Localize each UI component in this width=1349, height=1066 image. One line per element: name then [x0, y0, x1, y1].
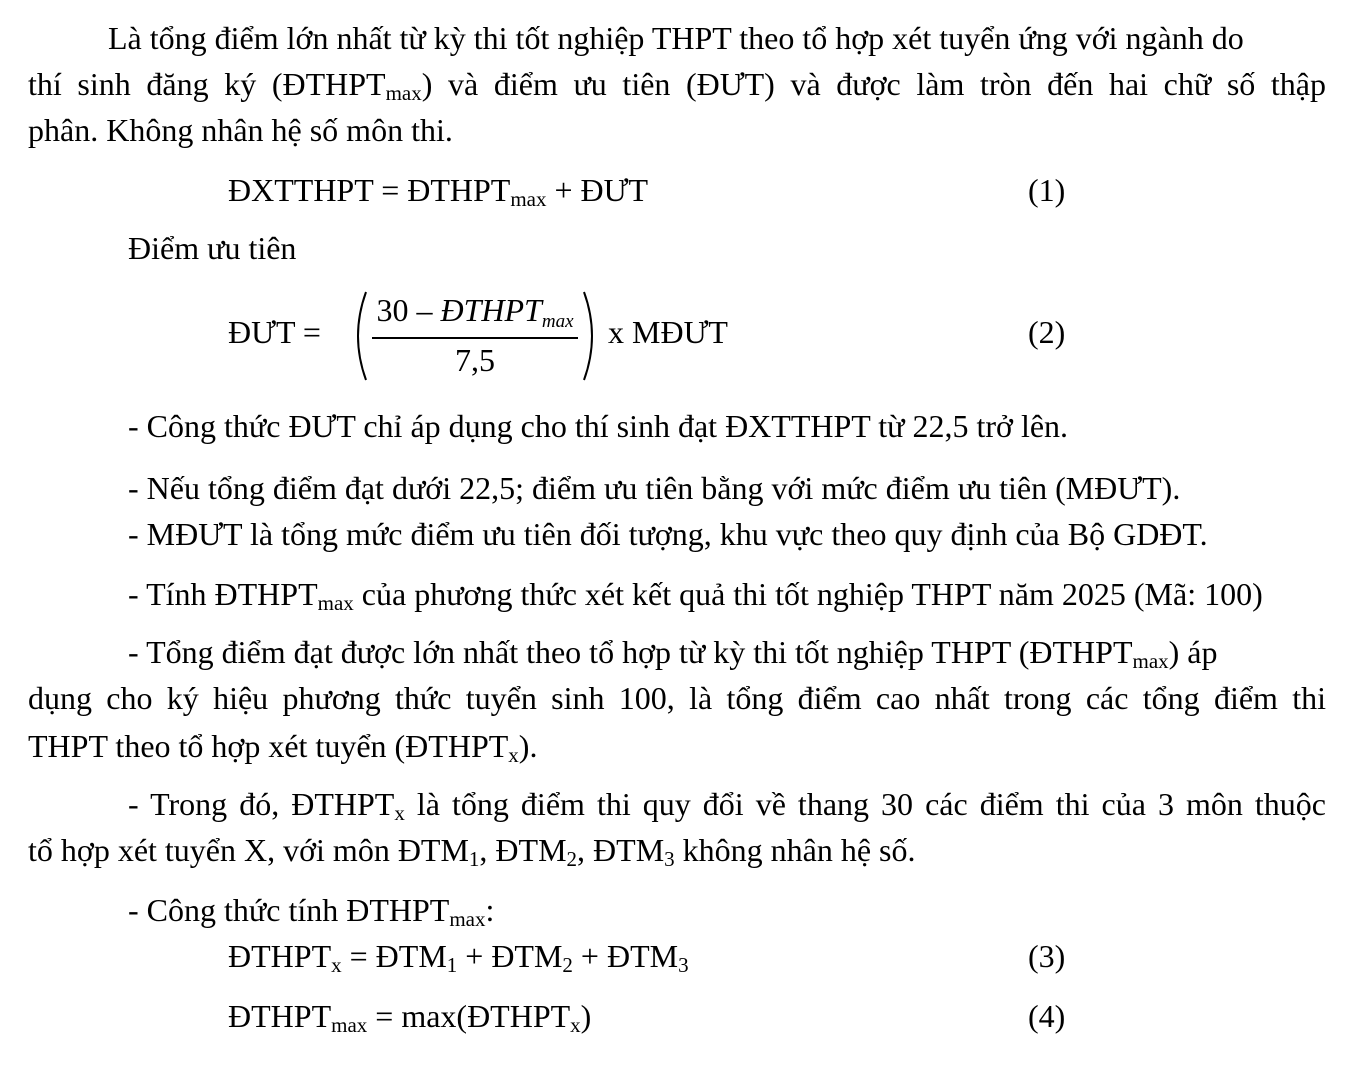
left-parenthesis-icon: [346, 288, 370, 384]
text-run: - Tính ĐTHPT: [128, 576, 318, 612]
bullet-4: [128, 574, 1263, 614]
subscript: x: [394, 801, 405, 825]
subscript: max: [385, 81, 422, 105]
text-run: = ĐTM: [341, 938, 447, 974]
equation-3-number: (3): [1028, 938, 1066, 974]
text-run: ) và điểm ưu tiên (ĐƯT) và được làm tròn đến hai chữ số thập: [421, 66, 1327, 102]
equation-1-number: (1): [1028, 172, 1066, 208]
subscript: max: [1132, 649, 1169, 673]
equation-3: [228, 936, 689, 976]
italic-variable: ĐTHPT: [440, 292, 542, 328]
text-run: ): [580, 998, 592, 1034]
text-run: ĐTHPT: [228, 998, 332, 1034]
right-parenthesis-icon: [580, 288, 604, 384]
text-run: là tổng điểm thi quy đổi về thang 30 các điểm thi của 3 môn thuộc: [404, 786, 1327, 822]
subscript: max: [510, 187, 547, 211]
text-run: 30 –: [376, 292, 441, 328]
paragraph1-line3: phân. Không nhân hệ số môn thi.: [28, 112, 453, 148]
text-run: ĐXTTHPT = ĐTHPT: [228, 172, 511, 208]
fraction-bar: [372, 337, 578, 339]
text-run: không nhân hệ số.: [674, 832, 916, 868]
equation-2-lhs: ĐƯT =: [228, 314, 321, 350]
text-run: + ĐTM: [457, 938, 563, 974]
bullet-5-line1: [128, 632, 1218, 672]
subscript: x: [508, 743, 519, 767]
subscript: x: [331, 953, 342, 977]
subscript: 3: [678, 953, 689, 977]
text-run: của phương thức xét kết quả thi tốt nghiệp THPT năm 2025 (Mã: 100): [353, 576, 1263, 612]
text-run: + ĐTM: [572, 938, 679, 974]
text-run: , ĐTM: [577, 832, 665, 868]
bullet-6-line1: [128, 784, 1326, 824]
subscript: 2: [566, 847, 578, 871]
subscript: x: [570, 1013, 581, 1037]
equation-2-number: (2): [1028, 314, 1066, 350]
equation-4-number: (4): [1028, 998, 1066, 1034]
bullet-6-line2: [28, 830, 916, 870]
equation-2: [228, 288, 788, 384]
paragraph1-line2: [28, 64, 1326, 104]
subscript: max: [449, 907, 486, 931]
equation-4: [228, 996, 591, 1036]
priority-heading: Điểm ưu tiên: [128, 230, 297, 266]
subscript: 2: [562, 953, 573, 977]
text-run: ĐTHPT: [228, 938, 332, 974]
subscript: max: [331, 1013, 368, 1037]
bullet-7: [128, 890, 494, 930]
bullet-1: - Công thức ĐƯT chỉ áp dụng cho thí sinh đạt ĐXTTHPT từ 22,5 trở lên.: [128, 408, 1069, 444]
bullet-2: - Nếu tổng điểm đạt dưới 22,5; điểm ưu tiên bằng với mức điểm ưu tiên (MĐƯT).: [128, 470, 1181, 506]
fraction-denominator: 7,5: [455, 342, 495, 378]
text-run: + ĐƯT: [546, 172, 649, 208]
subscript: max: [317, 591, 354, 615]
text-run: ).: [518, 728, 538, 764]
text-run: , ĐTM: [479, 832, 567, 868]
text-run: - Tổng điểm đạt được lớn nhất theo tổ hợp từ kỳ thi tốt nghiệp THPT (ĐTHPT: [128, 634, 1133, 670]
text-run: thí sinh đăng ký (ĐTHPT: [28, 66, 386, 102]
fraction-numerator: [372, 290, 578, 330]
subscript: 1: [468, 847, 480, 871]
text-run: - Trong đó, ĐTHPT: [128, 786, 395, 822]
text-run: tổ hợp xét tuyển X, với môn ĐTM: [28, 832, 469, 868]
subscript: 1: [446, 953, 458, 977]
text-run: THPT theo tổ hợp xét tuyển (ĐTHPT: [28, 728, 509, 764]
subscript: 3: [664, 847, 675, 871]
text-run: - Công thức tính ĐTHPT: [128, 892, 450, 928]
bullet-3: - MĐƯT là tổng mức điểm ưu tiên đối tượng, khu vực theo quy định của Bộ GDĐT.: [128, 516, 1208, 552]
bullet-5-line3: [28, 726, 537, 766]
paragraph1-line1: Là tổng điểm lớn nhất từ kỳ thi tốt nghiệp THPT theo tổ hợp xét tuyển ứng với ngành do: [108, 20, 1244, 56]
text-run: :: [485, 892, 495, 928]
text-run: ) áp: [1168, 634, 1218, 670]
text-run: = max(ĐTHPT: [367, 998, 571, 1034]
equation-1: [228, 170, 648, 210]
equation-2-rhs: x MĐƯT: [608, 314, 728, 350]
bullet-5-line2: dụng cho ký hiệu phương thức tuyển sinh 100, là tổng điểm cao nhất trong các tổng điểm thi: [28, 680, 1326, 716]
subscript: max: [541, 311, 574, 332]
